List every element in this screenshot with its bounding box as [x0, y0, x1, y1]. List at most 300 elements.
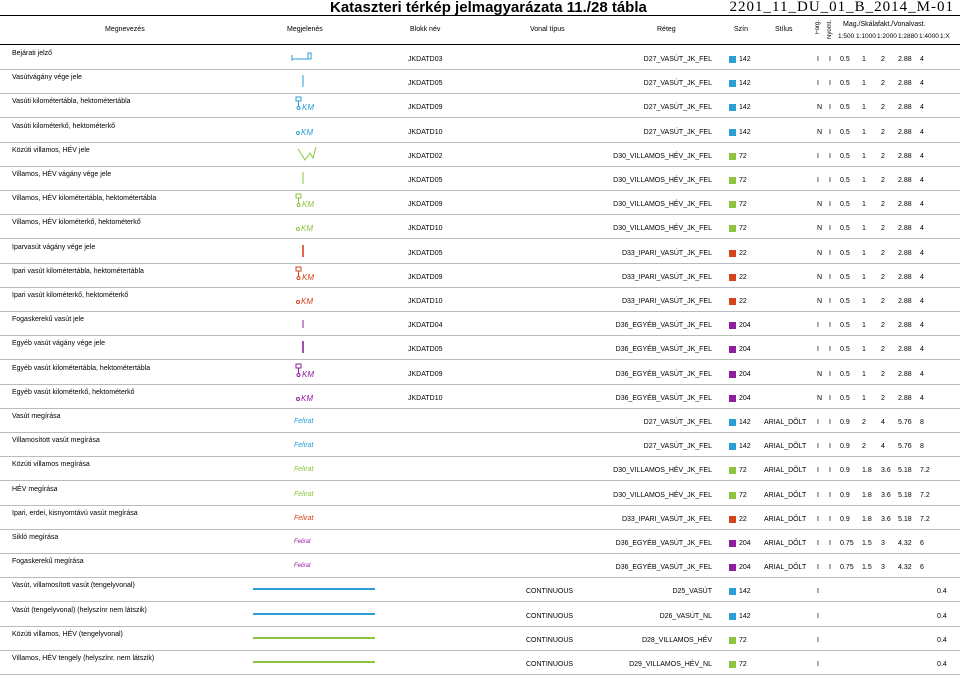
cell-s2: 1 [862, 370, 866, 378]
cell-f2: I [829, 515, 831, 523]
table-row [0, 45, 960, 70]
felirat-sample: Felirat [294, 418, 314, 425]
cell-clr: 204 [739, 322, 751, 330]
km-stone-icon [290, 289, 340, 309]
cell-s3: 2 [881, 394, 885, 402]
cell-sty: ARIAL_DŐLT [764, 540, 807, 547]
cell-layer: D30_VILLAMOS_HÉV_JK_FEL [613, 177, 712, 184]
cell-f2: I [829, 80, 831, 88]
cell-f2: I [829, 540, 831, 547]
felirat-sample: Felirat [294, 466, 314, 474]
header-scale-2000: 1:2000 [877, 33, 897, 40]
cell-s3: 3.6 [881, 515, 891, 523]
color-swatch [729, 467, 736, 474]
cell-layer: D33_IPARI_VASÚT_JK_FEL [621, 249, 712, 257]
cell-s1: 0.5 [840, 249, 850, 257]
cell-name: Egyéb vasút kilométerkő, hektométerkő [12, 388, 135, 396]
color-swatch [729, 56, 736, 63]
cell-f2: I [829, 128, 831, 136]
cell-name: Villamos, HÉV tengely (helyszínr. nem látszik) [12, 655, 155, 662]
cell-layer: D27_VASÚT_JK_FEL [643, 56, 712, 63]
cell-s1: 0.5 [840, 322, 850, 330]
cell-f1: I [817, 322, 819, 330]
cell-block: JKDATD10 [408, 128, 443, 136]
cell-f1: I [817, 636, 819, 644]
tram-zigzag-icon [290, 144, 340, 164]
cell-s4: 2.88 [898, 322, 912, 330]
km-stone-icon [290, 386, 340, 406]
cell-s3: 3 [881, 564, 885, 572]
header-szin: Szín [734, 26, 749, 33]
header-nyomt: Nyomt. [827, 20, 833, 40]
cell-f2: I [829, 370, 831, 378]
cell-s5: 4 [920, 177, 924, 184]
cell-f1: I [817, 661, 819, 668]
cell-s2: 1 [862, 56, 866, 63]
page-title: Kataszteri térkép jelmagyarázata 11./28 tábla [330, 0, 647, 16]
cell-layer: D30_VILLAMOS_HÉV_JK_FEL [613, 201, 712, 209]
color-swatch [729, 564, 736, 571]
cell-f2: I [829, 152, 831, 160]
cell-s1: 0.5 [840, 273, 850, 281]
table-row [0, 577, 960, 602]
title-bar [0, 0, 960, 16]
cell-f1: N [817, 273, 823, 281]
line-solid [250, 628, 380, 648]
cell-layer: D27_VASÚT_JK_FEL [643, 80, 712, 88]
cell-s5: 4 [920, 346, 924, 354]
color-swatch [729, 274, 736, 281]
cell-s5: 7.2 [920, 515, 930, 523]
cell-s1: 0.5 [840, 201, 850, 209]
table-row [0, 287, 960, 312]
cell-layer: D36_EGYÉB_VASÚT_JK_FEL [615, 322, 712, 330]
color-swatch [729, 492, 736, 499]
cell-clr: 142 [739, 80, 751, 88]
cell-block: JKDATD03 [408, 56, 443, 63]
cell-s2: 1 [862, 177, 866, 184]
cell-block: JKDATD05 [408, 80, 443, 88]
cell-s4: 5.18 [898, 515, 912, 523]
cell-s2: 1 [862, 104, 866, 112]
table-row [0, 650, 960, 675]
cell-f1: I [817, 588, 819, 596]
table-row [0, 93, 960, 118]
cell-s3: 2 [881, 273, 885, 281]
cell-f1: I [817, 467, 819, 475]
cell-name: Villamos, HÉV kilométertábla, hektométertábla [12, 195, 157, 203]
cell-s2: 1.8 [862, 467, 872, 475]
cell-s2: 1.5 [862, 564, 872, 572]
cell-f1: I [817, 443, 819, 451]
cell-f1: I [817, 419, 819, 426]
cell-s5: 4 [920, 298, 924, 305]
cell-f2: I [829, 225, 831, 233]
cell-s3: 2 [881, 80, 885, 88]
cell-s5: 6 [920, 540, 924, 547]
cell-layer: D30_VILLAMOS_HÉV_JK_FEL [613, 225, 712, 233]
cell-f1: I [817, 515, 819, 523]
cell-s2: 1 [862, 346, 866, 354]
cell-name: Egyéb vasút kilométertábla, hektométertábla [12, 364, 151, 372]
cell-clr: 72 [739, 491, 747, 499]
table-row [0, 69, 960, 94]
cell-s5: 4 [920, 273, 924, 281]
cell-s2: 1.5 [862, 540, 872, 547]
cell-s3: 2 [881, 370, 885, 378]
cell-s3: 2 [881, 104, 885, 112]
header-vonal-tipus: Vonal típus [530, 26, 565, 33]
table-row [0, 529, 960, 554]
cell-block: JKDATD09 [408, 370, 443, 378]
cell-f1: N [817, 394, 823, 402]
cell-name: Villamosított vasút megírása [12, 437, 100, 445]
cell-name: Sikló megírása [12, 534, 59, 541]
cell-s3: 2 [881, 225, 885, 233]
header-blokk-nev: Blokk név [410, 26, 441, 33]
cell-clr: 204 [739, 540, 751, 547]
cell-s4: 4.32 [898, 540, 912, 547]
cell-s6: 0.4 [937, 612, 947, 620]
color-swatch [729, 371, 736, 378]
cell-f1: I [817, 346, 819, 354]
cell-name: HÉV megírása [12, 485, 58, 493]
table-row [0, 384, 960, 409]
cell-s4: 2.88 [898, 80, 912, 88]
header-scale-x: 1:X [940, 33, 950, 40]
header-scale-2880: 1:2880 [898, 33, 918, 40]
cell-s4: 2.88 [898, 394, 912, 402]
color-swatch [729, 129, 736, 136]
cell-s6: 0.4 [937, 588, 947, 596]
cell-name: Vasút (tengelyvonal) (helyszínr nem látszik) [12, 606, 147, 614]
cell-vt: CONTINUOUS [526, 612, 574, 620]
cell-s5: 4 [920, 80, 924, 88]
cell-s5: 8 [920, 419, 924, 426]
cell-s3: 2 [881, 128, 885, 136]
cell-block: JKDATD10 [408, 394, 443, 402]
cell-f2: I [829, 491, 831, 499]
cell-sty: ARIAL_DŐLT [764, 443, 807, 451]
cell-s1: 0.5 [840, 394, 850, 402]
cell-name: Villamos, HÉV vágány vége jele [12, 171, 112, 178]
cell-s1: 0.5 [840, 177, 850, 184]
color-swatch [729, 201, 736, 208]
cell-name: Egyéb vasút vágány vége jele [12, 340, 106, 348]
color-swatch [729, 104, 736, 111]
cell-s2: 1 [862, 80, 866, 88]
cell-vt: CONTINUOUS [526, 588, 574, 596]
cell-f2: I [829, 104, 831, 112]
cell-s6: 0.4 [937, 636, 947, 644]
cell-s5: 4 [920, 249, 924, 257]
cell-s1: 0.5 [840, 346, 850, 354]
km-stone-icon [290, 216, 340, 236]
color-swatch [729, 298, 736, 305]
km-stone-icon [290, 120, 340, 140]
cell-s1: 0.5 [840, 370, 850, 378]
cell-s4: 2.88 [898, 104, 912, 112]
cell-vt: CONTINUOUS [526, 661, 574, 668]
cell-f2: I [829, 56, 831, 63]
km-board-icon [290, 362, 340, 382]
rack-rail-icon [290, 313, 340, 333]
table-row [0, 602, 960, 627]
cell-sty: ARIAL_DŐLT [764, 515, 807, 523]
cell-layer: D27_VASÚT_JK_FEL [643, 104, 712, 112]
cell-layer: D36_EGYÉB_VASÚT_JK_FEL [615, 346, 712, 354]
color-swatch [729, 613, 736, 620]
header-megjelenes: Megjelenés [287, 26, 323, 33]
color-swatch [729, 588, 736, 595]
header-reteg: Réteg [657, 26, 676, 33]
cell-s4: 2.88 [898, 201, 912, 209]
table-row [0, 166, 960, 191]
cell-s2: 1 [862, 128, 866, 136]
cell-clr: 142 [739, 104, 751, 112]
track-end-icon [290, 168, 340, 188]
line-solid [250, 604, 380, 624]
cell-s2: 2 [862, 419, 866, 426]
cell-s2: 2 [862, 443, 866, 451]
cell-layer: D36_EGYÉB_VASÚT_JK_FEL [615, 564, 712, 572]
cell-f1: I [817, 177, 819, 184]
cell-s5: 4 [920, 225, 924, 233]
cell-name: Bejárati jelző [12, 50, 53, 57]
color-swatch [729, 250, 736, 257]
svg-text:KM: KM [302, 200, 314, 210]
header-scale-4000: 1:4000 [919, 33, 939, 40]
cell-f1: I [817, 56, 819, 63]
cell-name: Vasúti kilométertábla, hektométertábla [12, 98, 131, 106]
cell-sty: ARIAL_DŐLT [764, 467, 807, 475]
signal-icon [290, 47, 340, 67]
cell-f1: N [817, 370, 823, 378]
cell-s2: 1 [862, 394, 866, 402]
cell-layer: D36_EGYÉB_VASÚT_JK_FEL [615, 370, 712, 378]
cell-f2: I [829, 346, 831, 354]
cell-name: Fogaskerekű megírása [12, 558, 84, 566]
cell-name: Ipari, erdei, kisnyomtávú vasút megírása [12, 509, 138, 517]
cell-s1: 0.9 [840, 515, 850, 523]
cell-name: Közúti villamos, HÉV jele [12, 146, 90, 154]
table-row [0, 263, 960, 288]
cell-s1: 0.5 [840, 128, 850, 136]
cell-name: Közúti villamos, HÉV (tengelyvonal) [12, 630, 123, 638]
cell-s5: 6 [920, 564, 924, 572]
line-solid [250, 652, 380, 672]
cell-s1: 0.75 [840, 540, 854, 547]
cell-f1: I [817, 152, 819, 160]
cell-s4: 2.88 [898, 370, 912, 378]
cell-f1: N [817, 298, 823, 305]
cell-block: JKDATD04 [408, 322, 443, 330]
cell-f1: I [817, 540, 819, 547]
cell-f2: I [829, 394, 831, 402]
cell-layer: D30_VILLAMOS_HÉV_JK_FEL [613, 152, 712, 160]
cell-s4: 2.88 [898, 249, 912, 257]
cell-s4: 5.18 [898, 491, 912, 499]
cell-f2: I [829, 322, 831, 330]
cell-s1: 0.75 [840, 564, 854, 572]
line-solid [250, 579, 380, 599]
cell-f1: I [817, 491, 819, 499]
cell-s5: 4 [920, 56, 924, 63]
cell-s4: 2.88 [898, 177, 912, 184]
cell-s3: 3.6 [881, 467, 891, 475]
table-row [0, 505, 960, 530]
cell-s3: 2 [881, 152, 885, 160]
color-swatch [729, 80, 736, 87]
cell-s3: 4 [881, 443, 885, 451]
cell-f2: I [829, 564, 831, 572]
color-swatch [729, 322, 736, 329]
cell-s2: 1 [862, 152, 866, 160]
cell-clr: 72 [739, 152, 747, 160]
cell-s3: 2 [881, 56, 885, 63]
cell-name: Vasút megírása [12, 413, 61, 420]
track-end-icon [290, 337, 340, 357]
cell-block: JKDATD05 [408, 249, 443, 257]
cell-name: Ipari vasút kilométertábla, hektométertábla [12, 267, 144, 275]
cell-s3: 2 [881, 177, 885, 184]
cell-s3: 2 [881, 298, 885, 305]
svg-text:KM: KM [301, 127, 313, 137]
cell-f1: I [817, 80, 819, 88]
cell-s3: 2 [881, 346, 885, 354]
cell-name: Ipari vasút kilométerkő, hektométerkő [12, 292, 129, 299]
cell-f2: I [829, 467, 831, 475]
color-swatch [729, 395, 736, 402]
cell-s2: 1 [862, 322, 866, 330]
cell-name: Iparvasút vágány vége jele [12, 243, 96, 251]
cell-f1: N [817, 128, 823, 136]
table-row [0, 190, 960, 215]
cell-s1: 0.9 [840, 419, 850, 426]
cell-s4: 2.88 [898, 152, 912, 160]
cell-clr: 22 [739, 515, 747, 523]
cell-clr: 204 [739, 564, 751, 572]
svg-text:KM: KM [302, 272, 314, 282]
km-board-icon [290, 95, 340, 115]
cell-s5: 4 [920, 394, 924, 402]
cell-s5: 8 [920, 443, 924, 451]
table-row [0, 142, 960, 167]
cell-clr: 72 [739, 201, 747, 209]
cell-s6: 0.4 [937, 661, 947, 668]
color-swatch [729, 177, 736, 184]
color-swatch [729, 637, 736, 644]
svg-text:KM: KM [301, 224, 313, 234]
cell-f1: N [817, 104, 823, 112]
cell-s3: 2 [881, 201, 885, 209]
cell-block: JKDATD05 [408, 346, 443, 354]
cell-name: Villamos, HÉV kilométerkő, hektométerkő [12, 219, 141, 227]
cell-s4: 2.88 [898, 298, 912, 305]
cell-clr: 72 [739, 225, 747, 233]
track-end-icon [290, 241, 340, 261]
cell-clr: 22 [739, 273, 747, 281]
cell-f2: I [829, 298, 831, 305]
cell-f2: I [829, 177, 831, 184]
svg-text:KM: KM [302, 103, 314, 113]
header-stilus: Stílus [775, 26, 793, 33]
cell-clr: 72 [739, 177, 747, 184]
cell-f1: N [817, 225, 823, 233]
cell-f2: I [829, 249, 831, 257]
cell-layer: D27_VASÚT_JK_FEL [643, 128, 712, 136]
svg-text:KM: KM [302, 369, 314, 379]
km-board-icon [290, 265, 340, 285]
cell-s4: 2.88 [898, 346, 912, 354]
color-swatch [729, 346, 736, 353]
header-forg: Forg. [815, 20, 821, 35]
svg-text:KM: KM [301, 297, 313, 306]
cell-s1: 0.5 [840, 298, 850, 305]
cell-sty: ARIAL_DŐLT [764, 491, 807, 499]
cell-s1: 0.5 [840, 104, 850, 112]
cell-s4: 2.88 [898, 128, 912, 136]
cell-layer: D33_IPARI_VASÚT_JK_FEL [621, 273, 712, 281]
cell-block: JKDATD09 [408, 201, 443, 209]
cell-name: Fogaskerekű vasút jele [12, 316, 84, 324]
header-megnevezes: Megnevezés [105, 26, 145, 33]
cell-vt: CONTINUOUS [526, 636, 574, 644]
cell-block: JKDATD10 [408, 298, 443, 305]
km-board-icon [290, 192, 340, 212]
cell-s4: 2.88 [898, 225, 912, 233]
table-row [0, 408, 960, 433]
table-row [0, 432, 960, 457]
cell-f1: I [817, 564, 819, 572]
cell-s5: 4 [920, 322, 924, 330]
cell-layer: D33_IPARI_VASÚT_JK_FEL [621, 298, 712, 305]
cell-s2: 1 [862, 201, 866, 209]
cell-block: JKDATD10 [408, 225, 443, 233]
color-swatch [729, 516, 736, 523]
cell-clr: 142 [739, 56, 751, 63]
cell-s1: 0.9 [840, 491, 850, 499]
cell-clr: 72 [739, 467, 747, 475]
color-swatch [729, 443, 736, 450]
table-row [0, 214, 960, 239]
cell-block: JKDATD05 [408, 177, 443, 184]
table-row [0, 481, 960, 506]
cell-s2: 1.8 [862, 491, 872, 499]
felirat-sample: Felirat [294, 490, 314, 498]
cell-s3: 2 [881, 322, 885, 330]
cell-f1: N [817, 249, 823, 257]
cell-s4: 4.32 [898, 564, 912, 572]
header-scale-500: 1:500 [838, 33, 855, 40]
felirat-sample: Felirat [294, 442, 314, 450]
cell-clr: 204 [739, 346, 751, 354]
cell-layer: D36_EGYÉB_VASÚT_JK_FEL [615, 540, 712, 547]
cell-f2: I [829, 201, 831, 209]
cell-s2: 1.8 [862, 515, 872, 523]
table-row [0, 360, 960, 385]
cell-layer: D30_VILLAMOS_HÉV_JK_FEL [613, 491, 712, 499]
cell-f2: I [829, 443, 831, 451]
cell-layer: D27_VASÚT_JK_FEL [643, 419, 712, 426]
color-swatch [729, 153, 736, 160]
cell-f2: I [829, 273, 831, 281]
felirat-sample: Felirat [294, 563, 311, 570]
cell-f2: I [829, 419, 831, 426]
cell-name: Vasútvágány vége jele [12, 74, 82, 82]
cell-s3: 3.6 [881, 491, 891, 499]
table-row [0, 118, 960, 143]
